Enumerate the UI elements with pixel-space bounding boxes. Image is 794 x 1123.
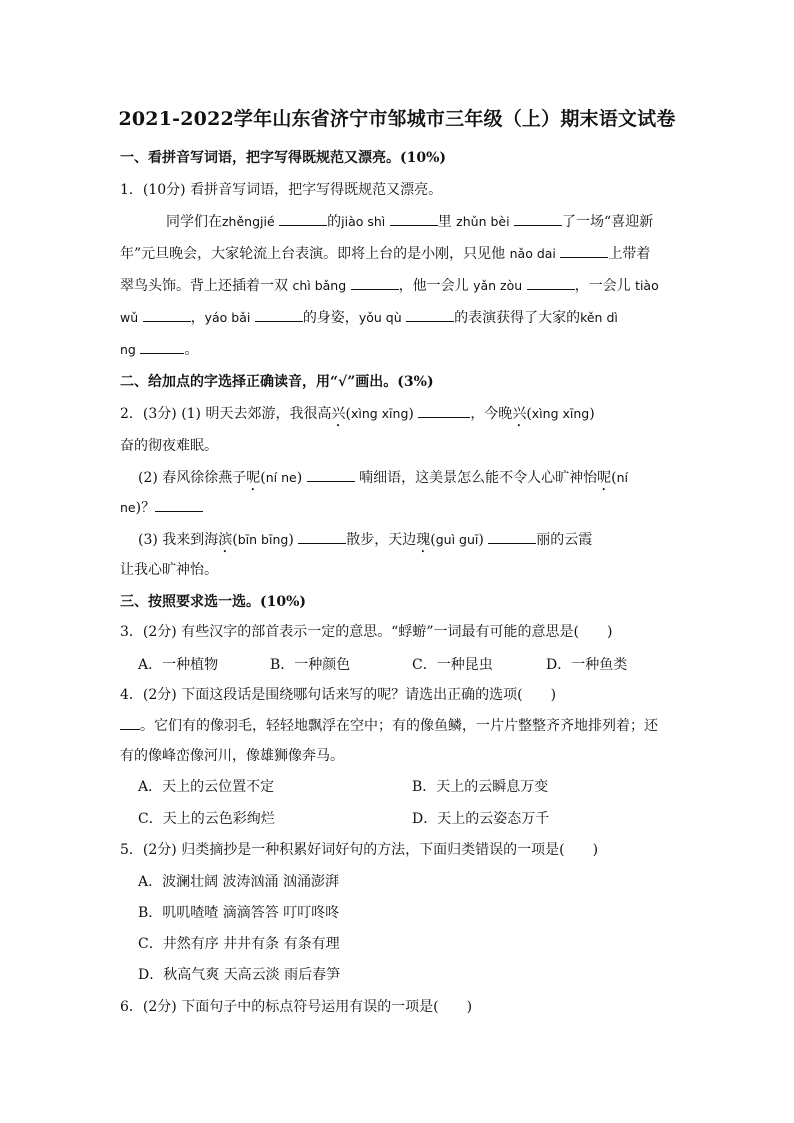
q2-text: ) [478, 532, 484, 548]
answer-blank[interactable] [488, 531, 536, 544]
answer-blank[interactable] [418, 405, 470, 418]
q3-stem: 3．(2分) 有些汉字的部首表示一定的意思。“蜉蝣”一词最有可能的意思是( ) [120, 624, 613, 640]
pinyin: ng [120, 342, 136, 357]
q1-text: 的表演获得了大家的 [454, 310, 581, 326]
q1-line-5 [120, 339, 198, 359]
dotted-char: 滨 [218, 532, 233, 548]
q4-text: 。它们有的像羽毛，轻轻地飘浮在空中；有的像鱼鳞，一片片整整齐齐地排列着；还 [140, 718, 658, 734]
pinyin: yǎn zòu [473, 278, 523, 293]
pinyin: yǒu qù [358, 310, 402, 325]
answer-blank[interactable] [307, 469, 355, 482]
page-title: 2021-2022学年山东省济宁市邹城市三年级（上）期末语文试卷 [118, 108, 676, 130]
q2-text: 丽的云霞 [536, 532, 593, 548]
answer-blank[interactable] [527, 277, 575, 290]
pinyin: kěn dì [580, 310, 618, 325]
answer-blank[interactable] [514, 213, 562, 226]
q1-line-3 [120, 275, 659, 295]
q1-text: 里 [437, 214, 452, 230]
q1-text: 。 [184, 342, 199, 358]
pinyin-choice[interactable]: ní ne [265, 470, 297, 485]
q1-text: 翠鸟头饰。背上还插着一双 [120, 278, 288, 294]
q5-option-b[interactable]: B．叽叽喳喳 滴滴答答 叮叮咚咚 [138, 905, 340, 921]
pinyin-choice[interactable]: ní [616, 470, 628, 485]
answer-blank[interactable] [255, 309, 303, 322]
section-2-heading: 二、给加点的字选择正确读音，用“√”画出。(3%) [120, 374, 434, 390]
pinyin-choice[interactable]: xìng xīng [531, 406, 590, 421]
dotted-char: 兴 [512, 406, 527, 422]
answer-blank[interactable] [155, 499, 203, 512]
q1-text: 年”元旦晚会，大家轮流上台表演。即将上台的是小刚，只见他 [120, 246, 506, 262]
q3-option-d[interactable]: D．一种鱼类 [546, 657, 628, 673]
dotted-char: 呢 [597, 470, 612, 486]
q5-option-d[interactable]: D．秋高气爽 天高云淡 雨后春笋 [138, 967, 341, 983]
answer-blank[interactable] [120, 717, 140, 730]
q4-option-b[interactable]: B．天上的云瞬息万变 [412, 779, 549, 795]
q2-line-2: 奋的彻夜难眠。 [120, 438, 218, 454]
q2-text: ( [232, 532, 238, 548]
pinyin: jiào shì [341, 214, 386, 229]
q1-stem: 1．(10分) 看拼音写词语，把字写得既规范又漂亮。 [120, 182, 443, 198]
q2-text: 喃细语，这美景怎么能不令人心旷神怡 [359, 470, 598, 486]
answer-blank[interactable] [406, 309, 454, 322]
q1-line-1 [166, 211, 653, 231]
q3-option-a[interactable]: A．一种植物 [138, 657, 219, 673]
dotted-char: 呢 [246, 470, 261, 486]
q2-text: ) [408, 406, 414, 422]
q2-text: (3) 我来到海 [138, 532, 219, 548]
pinyin: tiào [635, 278, 659, 293]
q5-option-c[interactable]: C．井然有序 井井有条 有条有理 [138, 936, 340, 952]
q2-text: ，今晚 [470, 406, 513, 422]
pinyin: zhǔn bèi [456, 214, 510, 229]
q5-stem: 5．(2分) 归类摘抄是一种积累好词好句的方法，下面归类错误的一项是( ) [120, 842, 599, 858]
q1-text: ， [190, 310, 205, 326]
q1-text: 同学们在 [166, 214, 222, 230]
q2-text: ) [589, 406, 595, 422]
pinyin-choice[interactable]: bīn bīng [237, 532, 289, 547]
q2-text: ( [526, 406, 532, 422]
q1-text: 上带着 [608, 246, 651, 262]
q2-text: ) [288, 532, 294, 548]
q1-text: 了一场“喜迎新 [562, 214, 654, 230]
q1-text: 的 [327, 214, 342, 230]
answer-blank[interactable] [140, 341, 184, 354]
q2-line-4 [120, 497, 203, 517]
pinyin-choice[interactable]: xìng xīng [350, 406, 409, 421]
answer-blank[interactable] [279, 213, 327, 226]
q4-line-2 [120, 715, 658, 735]
answer-blank[interactable] [390, 213, 438, 226]
q2-text: ( [611, 470, 617, 486]
pinyin: yáo bǎi [204, 310, 251, 325]
q2-line-3 [138, 467, 628, 494]
q2-text: 散步，天边 [346, 532, 417, 548]
q2-text: (2) 春风徐徐燕子 [138, 470, 247, 486]
q2-line-1 [120, 403, 595, 430]
q2-line-6: 让我心旷神怡。 [120, 562, 218, 578]
q4-option-d[interactable]: D．天上的云姿态万千 [412, 811, 550, 827]
q6-stem: 6．(2分) 下面句子中的标点符号运用有误的一项是( ) [120, 999, 473, 1015]
q5-option-a[interactable]: A．波澜壮阔 波涛汹涌 汹涌澎湃 [138, 874, 340, 890]
q1-text: ，一会儿 [574, 278, 631, 294]
q2-text: ( [430, 532, 436, 548]
q2-text: 2．(3分) (1) 明天去郊游，我很高 [120, 406, 332, 422]
q1-line-4 [120, 307, 618, 327]
dotted-char: 兴 [331, 406, 346, 422]
pinyin: chì bǎng [292, 278, 347, 293]
section-3-heading: 三、按照要求选一选。(10%) [120, 594, 307, 610]
q2-line-5 [138, 529, 592, 556]
section-1-heading: 一、看拼音写词语，把字写得既规范又漂亮。(10%) [120, 150, 447, 166]
q4-line-3: 有的像峰峦像河川，像雄狮像奔马。 [120, 748, 344, 764]
q1-line-2 [120, 243, 650, 263]
q2-text: ) [296, 470, 303, 486]
q4-option-c[interactable]: C．天上的云色彩绚烂 [138, 811, 275, 827]
answer-blank[interactable] [143, 309, 191, 322]
q1-text: ，他一会儿 [398, 278, 469, 294]
pinyin-choice[interactable]: guì guī [435, 532, 479, 547]
answer-blank[interactable] [560, 245, 608, 258]
pinyin: wǔ [120, 310, 139, 325]
q2-text: ( [260, 470, 266, 486]
q4-option-a[interactable]: A．天上的云位置不定 [138, 779, 275, 795]
q4-stem: 4．(2分) 下面这段话是围绕哪句话来写的呢？请选出正确的选项( ) [120, 687, 557, 703]
q3-option-c[interactable]: C．一种昆虫 [412, 657, 493, 673]
q1-text: 的身姿， [302, 310, 359, 326]
pinyin: zhěngjié [222, 214, 275, 229]
answer-blank[interactable] [298, 531, 346, 544]
pinyin: nǎo dai [509, 246, 556, 261]
answer-blank[interactable] [351, 277, 399, 290]
q2-text: ( [345, 406, 351, 422]
dotted-char: 瑰 [416, 532, 431, 548]
pinyin-choice[interactable]: ne [120, 500, 136, 515]
q2-text: )？ [135, 500, 156, 516]
q3-option-b[interactable]: B．一种颜色 [270, 657, 351, 673]
